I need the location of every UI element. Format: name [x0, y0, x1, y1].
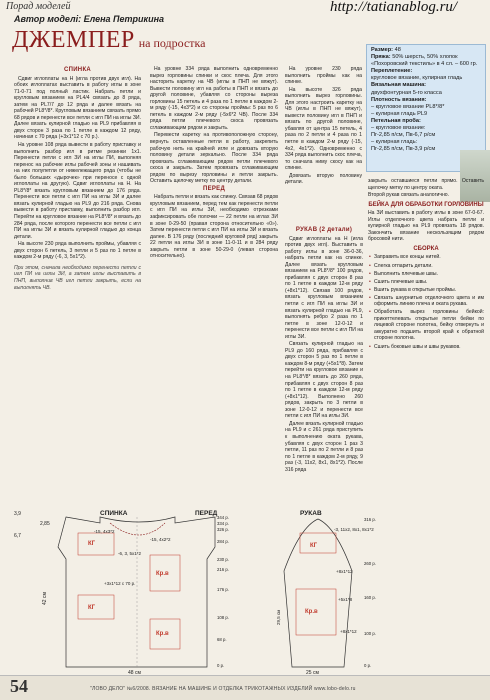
dim-42: 42 см: [42, 592, 48, 605]
body-outline: [58, 517, 215, 667]
row-mark: 0 р.: [364, 663, 372, 668]
page-title: ДЖЕМПЕР на подростка: [12, 27, 206, 53]
author-line: Автор моделі: Елена Петрикина: [14, 14, 165, 24]
row-mark: 326 р.: [217, 527, 229, 532]
row-mark: 334 р.: [217, 521, 229, 526]
paragraph: Далее вязать кулирной гладью на PL9 и с 261 ряда приступить к выполнению оката рукава, убавляя с двух сторон 1 раз 3 петли, 11 раз по 2 петли и 8 раз по 1 петле в каждом 2-м ряду, 9 раз (-3, 11х2, 8х1, 8х1*2). После 316 ряда: [285, 420, 363, 473]
label-back: СПИНКА: [100, 510, 128, 517]
sleeve-cm-29: 29,5 см: [276, 609, 281, 625]
row-mark: 108 р.: [217, 615, 229, 620]
paragraph: Сдвиг иглоплаты на Н (игла против двух игл). На обоих иглоплатах выставить в работу иглы в зоне 71-0-71 под полный ластик. Набрать петли и кругловым вязанием на PL4/4 связать до 8 ряда, затем на PL7/7 до 12 ряда и далее вязать на рабочей PL8*/8*. Кругловым вязанием связать прямо 68 рядов и перенести все петли с игл ПИ на иглы ЗИ. Далее вязать кулирной гладью на PL9 прибавляя в двух сторон 3 раза по 1 петле в каждом 12 ряду, начиная с 70 ряда (+3х1*12 с 70 р.).: [14, 75, 141, 141]
paragraph: Сдвиг иглоплаты на Н (игла против двух игл). Выставить в работу иглы в зоне 36-0-36, набрать петли как на спинке. Далее вязать кругловым вязанием на PL8*/8* 100 рядов, прибавляя с двух сторон 8 раз по 1 петле в каждом 12-м ряду (+8х1*12). Связав 100 рядов, вязать кругловым вязанием петли с игл ПИ на иглы ЗИ и вязать кулирной гладью на PL9, выполнять ребро 2 раза по 1 петле в зоне 12-0-12 и перенести все петли с игл ПИ на иглы ЗИ.: [285, 235, 363, 340]
sleeve-outline: [284, 519, 352, 667]
pattern-diagram: [0, 507, 490, 675]
sleeve-top-dim: -3, 11х2, 8х1, 8х1*2: [334, 527, 374, 532]
row-mark: 284 р.: [217, 539, 229, 544]
label-kg: КГ: [88, 605, 96, 611]
sleeve-dim-3: +8х1*12: [340, 629, 357, 634]
label-kr: Кр.в: [156, 571, 169, 577]
sleeve-dim-1: +8х1*12: [336, 569, 353, 574]
paragraph: На уровне 230 ряда выполнить проймы как на спинке.: [285, 66, 362, 86]
row-mark: 100 р.: [364, 631, 376, 636]
section-heading-front: ПЕРЕД: [202, 185, 226, 192]
paragraph: На высоте 326 ряда выполнить вырез горловины. Для этого настроить каретку на ЧВ (иглы в ПНП не вяжут), вывести половину игл в ПНП и вязать по другой половине, убавляя от центра 15 петель, 4 раза по 2 петли и 4 раза по 1 петле в каждом 2-м ряду (-15, 4х2, 4х1*2). Одновременно с 334 ряда выполнить скос плеча, то сначала ниму скосу как на спинке.: [285, 86, 362, 172]
text-column-right: [368, 178, 484, 352]
dim-285: 2,85: [40, 521, 50, 527]
list-item: • Связать шнурнитью отделочного цвета и им оформить линию плеча и оката рукава.: [374, 295, 484, 308]
paragraph: Довязать вторую половину детали.: [285, 172, 362, 186]
list-item: • Выполнить плечевые швы.: [374, 271, 484, 278]
list-item: • Заправить все концы нитей.: [374, 254, 484, 261]
paragraph: Набрать петли и вязать как спинку. Связав 68 рядов кругловым вязанием, перед тем как перенести петли с игл ПИ на иглы ЗИ, необходимо отрезками зафиксировать обе полочки — 22 петли на иглах ЗИ в зоне 0-29-50 (правая сторона относительно «0»). Затем перенести петли с игл ПИ на иглы ЗИ и вязать далее. В 176 ряду (последний круговой ряд) закрыть 22 петли на иглы ЗИ в зоне 11-0-11 и в 284 ряду закрыть петли в зоне 50-29-0 (левая сторона относительно).: [150, 194, 278, 260]
paragraph: Второй рукав связать аналогично.: [368, 192, 450, 199]
label-kg: КГ: [88, 541, 96, 547]
dim-neck-front: -15, 4х2*2: [150, 537, 171, 542]
label-sleeve: РУКАВ: [300, 510, 322, 517]
row-mark: 216 р.: [217, 567, 229, 572]
rubric: Порад моделей: [6, 1, 71, 12]
row-mark: 0 р.: [217, 663, 225, 668]
row-mark: 230 р.: [217, 557, 229, 562]
label-kr: Кр.в: [156, 631, 169, 637]
row-mark: 344 р.: [217, 515, 229, 520]
paragraph: На высоте 230 ряда выполнить проймы, убавляя с двух сторон 6 петель, 3 петли и 5 раз по 1 петле в каждом 2-м ряду (-6, 3, 5х1*2).: [14, 241, 141, 261]
sleeve-label-kr: Кр.в: [305, 609, 318, 615]
paragraph: На уровне 108 ряда вывести в работу приставку и выполнить разбор игл в ритме резинки 1х1. Перенести петли с игл ЗИ на иглы ПИ, выполняя перенос на рабочие иглы рабочей зоны и нашивать на них полупетли от нижележащего ряда (чтобы не было больших «дырочек» при переносе с одной иглоплаты на другую). Сдвиг иглоплаты на Н. На PL8*/8* вязать кругловым вязанием до 176 ряда. Перенести все петли с игл ПИ на иглы ЗИ и далее вязать кулирной гладью на PL9 до 216 ряда. Снова вывести в работу приставку, выполнить разбор игл. Перейти на кругловое вязание на PL8*/8* и вязать до 284 ряда, после которого перенести все петли с игл ПИ на иглы ЗИ и вязать кулирной гладью до конца детали.: [14, 142, 141, 240]
row-mark: 260 р.: [364, 561, 376, 566]
paragraph: закрыть оставшиеся петли прямо. Оставить щелочку метку по центру оката.: [368, 178, 484, 191]
list-item: • Слегка отпарить детали.: [374, 263, 484, 270]
sleeve-label-kg: КГ: [310, 543, 318, 549]
section-heading-assembly: СБОРКА: [413, 245, 439, 252]
row-mark: 316 р.: [364, 517, 376, 522]
row-mark: 160 р.: [364, 595, 376, 600]
list-item: • Сшить боковые швы и швы рукавов.: [374, 344, 484, 351]
sleeve-dim-2: +5х1*8: [338, 597, 353, 602]
dim-bottom: 48 см: [128, 670, 141, 675]
paragraph: На ЗИ выставить в работу иглы в зоне 67-0-67. Иглы отделочного цвета набрать петли и кулирной гладью на PL9 провязать 18 рядов. Закончить вязание нескользящим рядом бросовой нити.: [368, 210, 484, 243]
note: При этом, сначала необходимо перенести петли с игл ПИ на иглы ЗИ, а затем иглы выставить в ПНП, выполнив ЧВ игл петли закрыть, если на выполнять ЧВ.: [14, 264, 141, 291]
list-item: • Обработать вырез горловины бейкой: прикеттелевать открытые петли бейки по лицевой стороне полотна, бейку отвернуть и аккуратно подшить второй край к обратной стороне полотна.: [374, 309, 484, 342]
dim-top-left: 3,9: [14, 511, 21, 517]
footer-text: "ЛОВО ДЕЛО" №6/2008. ВЯЗАНИЕ НА МАШИНЕ И ОТДЕЛКА ТРИКОТАЖНЫХ ИЗДЕЛИЙ www.lobo-delo.ru: [90, 686, 356, 692]
assembly-list: [368, 254, 484, 350]
front-neckline: [110, 523, 165, 535]
kg-band-lower: [78, 595, 114, 619]
dim-armhole: -6, 3, 5х1*2: [118, 551, 142, 556]
page-number: 54: [10, 676, 28, 696]
dim-67: 6,7: [14, 533, 21, 539]
row-marks: [217, 515, 229, 668]
paragraph: На уровне 334 ряда выполнить одновременно вырез горловины спинки и скос плеча. Для этого насторить каретку на ЧВ (иглы в ПНП не вяжут). Вывести половину игл на работы в ПНП и вязать до другой половине, убавляя со стороны выреза горловины 15 петель и 4 раза по 1 петле в каждом 2-м ряду (-15, 4х3*2) и со стороны проймы: 5 раз по 6 петель в каждом 2-м ряду (-5х6*2 ЧВ). После 334 ряда петли плечевого скоса провязать сглаживающим рядом и закрыть.: [150, 66, 278, 131]
list-item: • Сшить плечевые швы.: [374, 279, 484, 286]
dim-neck-back: -15, 4х3*2: [94, 529, 115, 534]
kg-band-upper: [78, 533, 114, 555]
specs-box: Размер: 48 Пряжа: 50% шерсть, 50% хлопок «Похоровский текстиль» в 4 сл. – 600 гр. Переплетение: кругловое вязание, кулирная гладь Вязальная машина: двухфонтурная 5-го класса Плотность вязания: – кругловое вязание PL8*/8* – кулирная гладь PL9 Петельная проба: – кругловое вязание: Пг-2,85 п/см, Пв-6,7 р/см – кулирная гладь: Пг-2,85 п/см, Пв-3,9 р/см: [366, 44, 486, 172]
section-heading-back: СПИНКА: [63, 67, 92, 73]
text-column-1: [14, 66, 141, 292]
text-column-2: [150, 66, 278, 261]
source-url[interactable]: http://tatianablog.ru/: [330, 0, 458, 15]
list-item: • Вшить рукава в открытые проймы.: [374, 287, 484, 294]
row-mark: 68 р.: [217, 637, 227, 642]
paragraph: Связать кулирной гладью на PL9 до 160 ряда, прибавляя с двух сторон 5 раз по 1 петле в каждом 8-м ряду (+5х1*8). Затем перейти на кругловое вязание и на PL8*/8* вязать до 260 ряда, прибавляя с двух сторон 8 раз по 1 петле в каждом 12-м ряду (+8х1*12). Выполнено 260 рядов, закрыть по 3 петли в зоне 12-0-12 и перенести все петли с игл ПИ на иглы ЗИ.: [285, 341, 363, 420]
section-heading-trim: БЕЙКА ДЛЯ ОБРАБОТКИ ГОРЛОВИНЫ: [368, 201, 484, 208]
paragraph: Перевести каретку на противоположную сторону, вернуть оставленные петли в работу, закрепить рабочую нить на крайней игле и довязать вторую половину детали зеркально. После 334 ряда провязать сглаживающим рядом петли плечевого скоса и закрыть. Затем провязать сглаживающим рядом по вырезу горловины и петли закрыть. Оставить щелочку метку по центру детали.: [150, 132, 278, 185]
text-column-3: [285, 66, 362, 187]
label-front: ПЕРЕД: [195, 510, 218, 517]
row-mark: 176 р.: [217, 587, 229, 592]
text-column-3-lower: [285, 226, 363, 474]
sleeve-kg-band: [300, 533, 336, 553]
sleeve-bottom: 25 см: [306, 670, 319, 675]
sleeve-row-marks: [364, 517, 376, 668]
dim-side: +3х1*12 с 70 р.: [104, 581, 136, 586]
section-heading-sleeve: РУКАВ (2 детали): [295, 227, 353, 233]
